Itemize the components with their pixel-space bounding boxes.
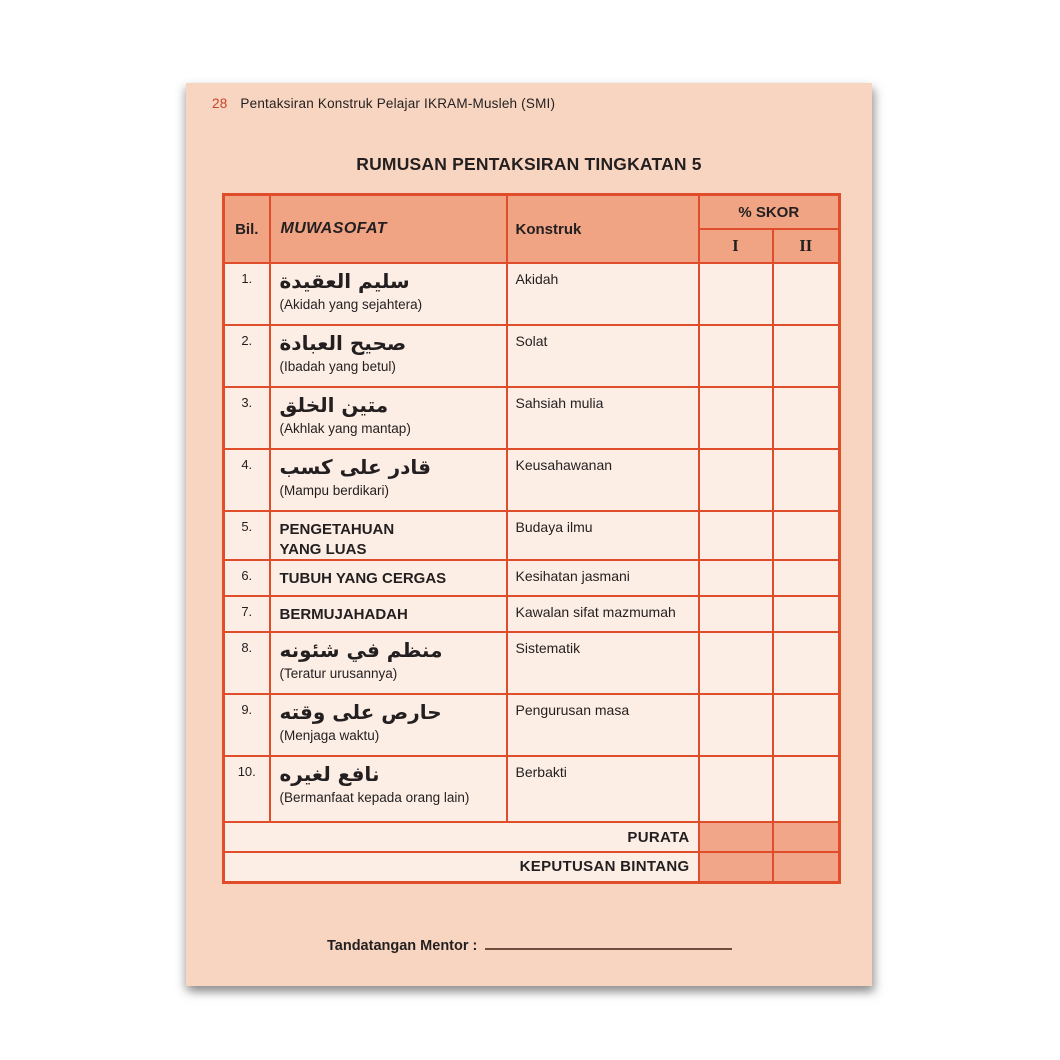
muwasofat-cell [270, 263, 507, 325]
table-row [224, 756, 840, 822]
muwasofat-translation: (Mampu berdikari) [279, 483, 390, 498]
skor-i-cell [699, 756, 773, 822]
skor-ii-cell [773, 822, 840, 852]
muwasofat-cell [270, 511, 507, 560]
col-header-skor-i: I [699, 229, 773, 263]
konstruk-cell: Keusahawanan [507, 449, 699, 511]
col-header-skor-ii: II [773, 229, 840, 263]
signature-label: Tandatangan Mentor : [327, 938, 478, 954]
muwasofat-arabic: حارص على وقته [279, 700, 442, 724]
running-header [212, 96, 555, 111]
table-row [224, 596, 840, 632]
konstruk-cell: Kawalan sifat mazmumah [507, 596, 699, 632]
muwasofat-arabic: سليم العقيدة [279, 269, 410, 293]
muwasofat-cell [270, 560, 507, 596]
konstruk-cell: Budaya ilmu [507, 511, 699, 560]
muwasofat-arabic: قادر على كسب [279, 455, 432, 479]
col-header-konstruk: Konstruk [507, 195, 699, 264]
assessment-table [222, 193, 841, 884]
col-header-bil: Bil. [224, 195, 270, 264]
muwasofat-cell [270, 596, 507, 632]
konstruk-cell: Akidah [507, 263, 699, 325]
table-row [224, 449, 840, 511]
muwasofat-translation: (Ibadah yang betul) [279, 359, 396, 374]
muwasofat-translation: (Menjaga waktu) [279, 728, 380, 743]
konstruk-cell: Sahsiah mulia [507, 387, 699, 449]
muwasofat-translation: (Bermanfaat kepada orang lain) [279, 790, 470, 805]
muwasofat-arabic: منظم في شئونه [279, 638, 443, 662]
konstruk-cell: Kesihatan jasmani [507, 560, 699, 596]
page-title: RUMUSAN PENTAKSIRAN TINGKATAN 5 [356, 154, 702, 174]
bil-cell: 2. [224, 325, 270, 387]
muwasofat-translation: (Akhlak yang mantap) [279, 421, 411, 436]
signature-block [327, 934, 732, 954]
muwasofat-cell [270, 694, 507, 756]
summary-label: PURATA [224, 822, 699, 852]
muwasofat-cell [270, 325, 507, 387]
bil-cell: 4. [224, 449, 270, 511]
skor-i-cell [699, 325, 773, 387]
bil-cell: 6. [224, 560, 270, 596]
muwasofat-arabic: صحيح العبادة [279, 331, 407, 355]
muwasofat-arabic: متين الخلق [279, 393, 389, 417]
muwasofat-label: PENGETAHUAN [279, 521, 395, 538]
skor-i-cell [699, 387, 773, 449]
skor-i-cell [699, 822, 773, 852]
table-row [224, 632, 840, 694]
bil-cell: 7. [224, 596, 270, 632]
table-row [224, 511, 840, 560]
skor-i-cell [699, 694, 773, 756]
table-header-row [224, 195, 840, 230]
muwasofat-label-line2: YANG LUAS [279, 540, 367, 558]
muwasofat-cell [270, 756, 507, 822]
skor-ii-cell [773, 387, 840, 449]
signature-line [485, 934, 732, 950]
skor-ii-cell [773, 560, 840, 596]
table-row [224, 387, 840, 449]
bil-cell: 3. [224, 387, 270, 449]
bil-cell: 1. [224, 263, 270, 325]
col-header-skor: % SKOR [699, 195, 840, 230]
page-number: 28 [212, 96, 228, 111]
skor-i-cell [699, 560, 773, 596]
muwasofat-cell [270, 449, 507, 511]
konstruk-cell: Berbakti [507, 756, 699, 822]
bil-cell: 5. [224, 511, 270, 560]
table-row [224, 694, 840, 756]
skor-i-cell [699, 596, 773, 632]
summary-row-purata [224, 822, 840, 852]
bil-cell: 10. [224, 756, 270, 822]
table-row [224, 325, 840, 387]
skor-ii-cell [773, 756, 840, 822]
muwasofat-label: TUBUH YANG CERGAS [279, 570, 447, 587]
skor-ii-cell [773, 596, 840, 632]
konstruk-cell: Sistematik [507, 632, 699, 694]
summary-row-keputusan-bintang [224, 852, 840, 882]
bil-cell: 8. [224, 632, 270, 694]
table-row [224, 560, 840, 596]
summary-label: KEPUTUSAN BINTANG [224, 852, 699, 882]
muwasofat-cell [270, 632, 507, 694]
table-row [224, 263, 840, 325]
skor-i-cell [699, 263, 773, 325]
muwasofat-translation: (Teratur urusannya) [279, 666, 398, 681]
col-header-muwasofat: MUWASOFAT [270, 195, 507, 264]
skor-ii-cell [773, 511, 840, 560]
skor-ii-cell [773, 449, 840, 511]
muwasofat-translation: (Akidah yang sejahtera) [279, 297, 423, 312]
skor-ii-cell [773, 694, 840, 756]
muwasofat-arabic: نافع لغيره [279, 762, 380, 786]
document-page [186, 83, 872, 986]
skor-ii-cell [773, 325, 840, 387]
skor-ii-cell [773, 263, 840, 325]
konstruk-cell: Pengurusan masa [507, 694, 699, 756]
running-header-text: Pentaksiran Konstruk Pelajar IKRAM-Musleh (SMI) [240, 96, 556, 111]
skor-i-cell [699, 511, 773, 560]
skor-i-cell [699, 852, 773, 882]
konstruk-cell: Solat [507, 325, 699, 387]
muwasofat-label: BERMUJAHADAH [279, 606, 408, 623]
skor-ii-cell [773, 632, 840, 694]
bil-cell: 9. [224, 694, 270, 756]
skor-i-cell [699, 632, 773, 694]
skor-ii-cell [773, 852, 840, 882]
muwasofat-cell [270, 387, 507, 449]
skor-i-cell [699, 449, 773, 511]
